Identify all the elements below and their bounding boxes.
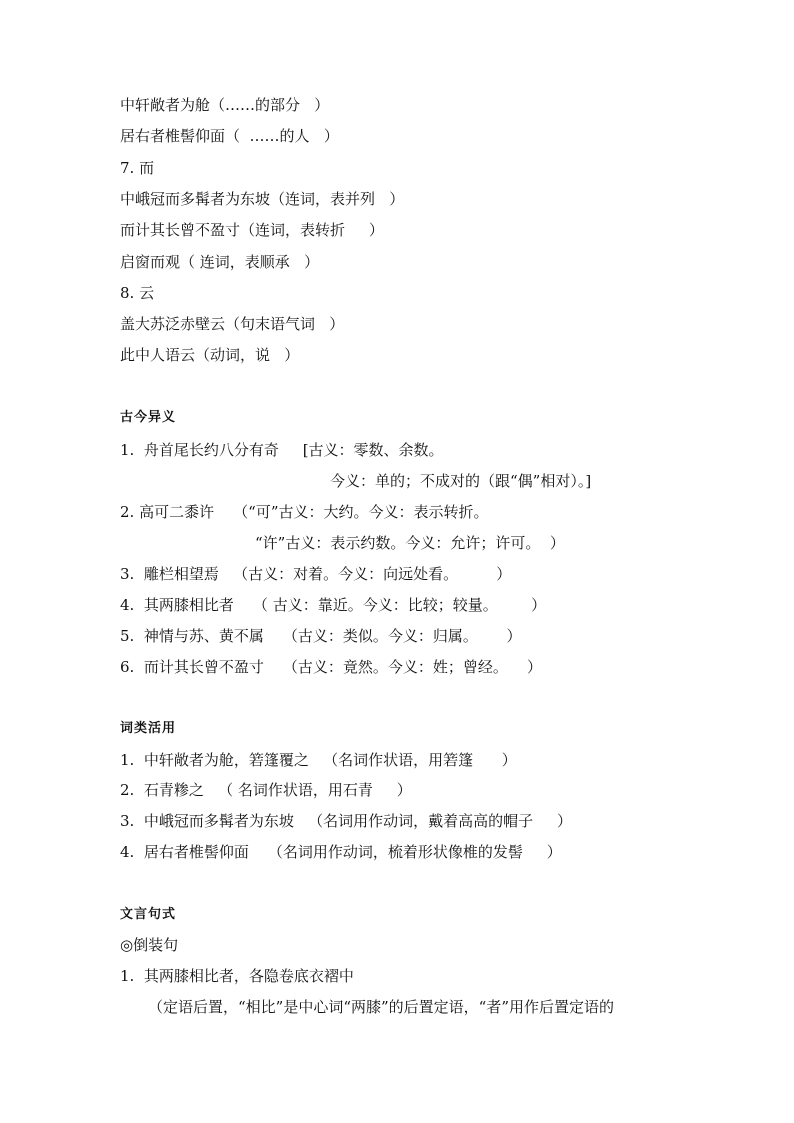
list-item-continuation: 今义：单的；不成对的（跟“偶”相对）。] xyxy=(330,472,592,490)
text-line: 盖大苏泛赤壁云（句末语气词 ） xyxy=(120,315,345,333)
list-item-continuation: “许”古义：表示约数。今义：允许；许可。 ） xyxy=(255,534,565,552)
text-line: 启窗而观（ 连词，表顺承 ） xyxy=(120,253,320,271)
section-heading-wenyan: 文言句式 xyxy=(120,907,177,922)
list-item: 1. 中轩敞者为舱，箬篷覆之 （名词作状语，用箬篷 ） xyxy=(120,751,517,769)
list-item: 4. 其两膝相比者 （ 古义：靠近。今义：比较；较量。 ） xyxy=(120,596,547,614)
subheading: ◎倒装句 xyxy=(120,936,179,954)
list-item-note: （定语后置，“相比”是中心词“两膝”的后置定语，“者”用作后置定语的 xyxy=(148,998,615,1016)
text-line: 此中人语云（动词，说 ） xyxy=(120,346,300,364)
list-item: 6. 而计其长曾不盈寸 （古义：竟然。今义：姓；曾经。 ） xyxy=(120,658,542,676)
list-item: 1. 其两膝相比者，各隐卷底衣褶中 xyxy=(120,967,354,985)
list-item: 1. 舟首尾长约八分有奇 [古义：零数、余数。 xyxy=(120,441,444,459)
text-line: 而计其长曾不盈寸（连词，表转折 ） xyxy=(120,221,384,239)
list-item: 4. 居右者椎髻仰面 （名词用作动词，梳着形状像椎的发髻 ） xyxy=(120,843,562,861)
list-item: 2. 高可二黍许 （“可”古义：大约。今义：表示转折。 xyxy=(120,503,489,521)
section-heading-cilei: 词类活用 xyxy=(120,721,177,736)
list-item: 5. 神情与苏、黄不属 （古义：类似。今义：归属。 ） xyxy=(120,627,522,645)
text-line: 7. 而 xyxy=(120,159,155,177)
text-line: 居右者椎髻仰面（ ……的人 ） xyxy=(120,127,339,145)
section-heading-gujin: 古今异义 xyxy=(120,410,177,425)
text-line: 8. 云 xyxy=(120,284,155,302)
list-item: 3. 中峨冠而多髯者为东坡 （名词用作动词，戴着高高的帽子 ） xyxy=(120,812,572,830)
text-line: 中峨冠而多髯者为东坡（连词，表并列 ） xyxy=(120,190,405,208)
text-line: 中轩敞者为舱（……的部分 ） xyxy=(120,96,330,114)
list-item: 2. 石青糁之 （ 名词作状语，用石青 ） xyxy=(120,781,412,799)
list-item: 3. 雕栏相望焉 （古义：对着。今义：向远处看。 ） xyxy=(120,565,512,583)
